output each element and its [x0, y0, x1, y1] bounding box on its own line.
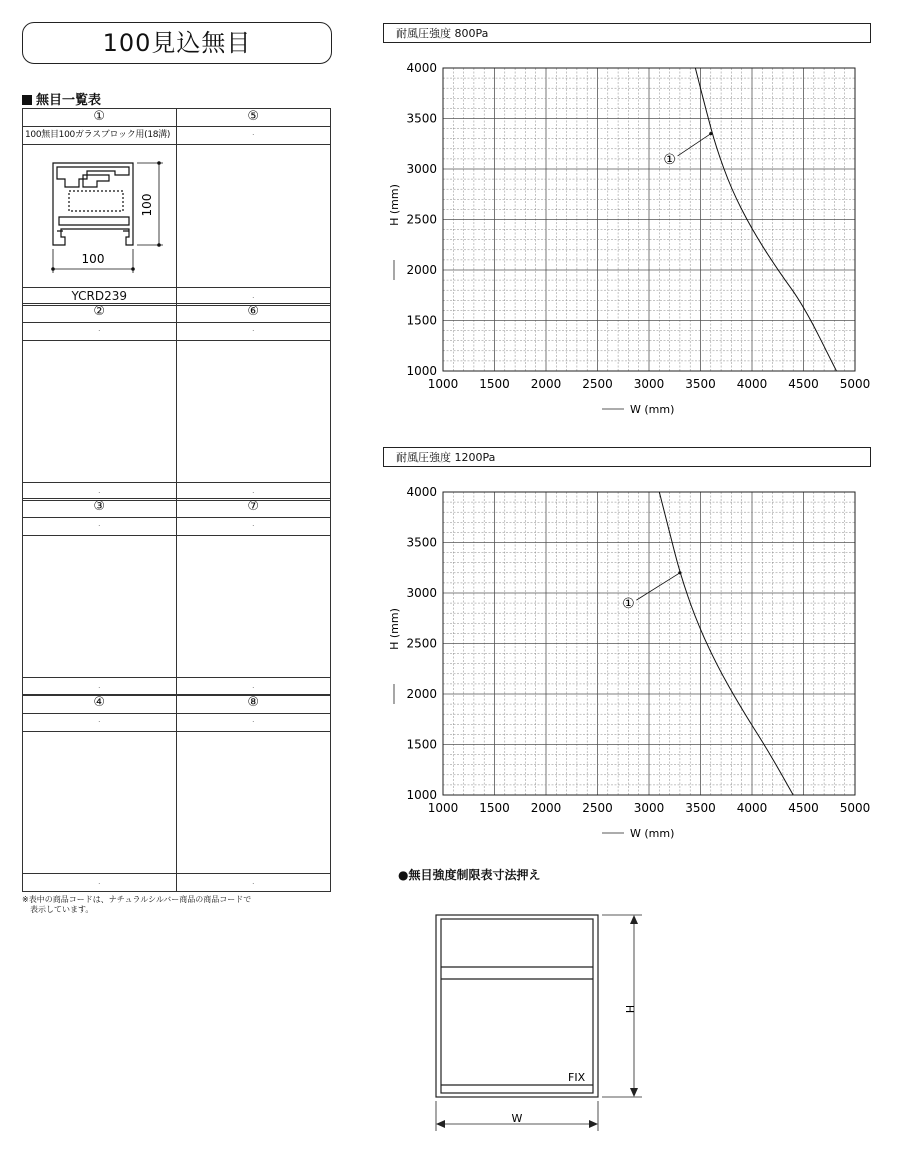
empty-code-7: · — [252, 684, 255, 692]
y-tick-label: 4000 — [406, 61, 437, 75]
empty-drawing-6 — [177, 341, 331, 482]
x-tick-label: 2000 — [530, 801, 562, 815]
fixture-outer-frame — [436, 915, 598, 1097]
mullion-name-1: 100無目100ガラスブロック用(18溝) — [23, 127, 177, 144]
mullion-table-block-4 — [22, 694, 331, 892]
x-tick-label: 3500 — [685, 801, 716, 815]
x-tick-label: 4000 — [736, 377, 768, 391]
x-tick-label: 4500 — [788, 377, 819, 391]
empty-name-6: · — [252, 327, 255, 335]
mullion-number-2: ② — [23, 304, 177, 322]
annotation-leader-line — [678, 134, 711, 156]
x-tick-label: 3500 — [685, 377, 716, 391]
fixture-inner-frame — [441, 919, 593, 1093]
mullion-number-3: ③ — [23, 499, 177, 517]
mullion-number-4: ④ — [23, 695, 177, 713]
empty-name-2: · — [98, 327, 101, 335]
mullion-number-6: ⑥ — [247, 304, 260, 319]
x-tick-label: 3000 — [633, 377, 665, 391]
empty-name-5: · — [252, 131, 255, 139]
footnote-line-2: 表示しています。 — [30, 905, 94, 914]
empty-name-7: · — [252, 522, 255, 530]
y-axis-label: H (mm) — [388, 608, 401, 650]
mullion-table-block-2 — [22, 303, 331, 501]
width-arrow-right-icon — [589, 1120, 598, 1128]
empty-code-5: · — [252, 294, 255, 302]
x-axis-label: W (mm) — [630, 403, 675, 416]
mullion-table-block-1 — [22, 108, 331, 306]
width-arrow-left-icon — [436, 1120, 445, 1128]
annotation-label: ① — [622, 596, 635, 613]
x-tick-label: 1500 — [479, 377, 510, 391]
height-arrow-bottom-icon — [630, 1088, 638, 1097]
y-tick-label: 3500 — [406, 535, 437, 550]
height-arrow-top-icon — [630, 915, 638, 924]
annotation-target-dot — [709, 132, 712, 135]
mullion-number-1: ① — [23, 109, 177, 126]
x-tick-label: 2500 — [582, 377, 613, 391]
empty-name-8: · — [252, 718, 255, 726]
mullion-code-1: YCRD239 — [23, 288, 177, 305]
y-tick-label: 3500 — [406, 111, 437, 126]
y-tick-label: 3000 — [406, 586, 437, 600]
y-tick-label: 4000 — [406, 485, 437, 499]
y-tick-label: 1500 — [406, 313, 437, 328]
x-tick-label: 5000 — [839, 801, 871, 815]
mullion-profile-drawing — [23, 145, 177, 287]
x-axis-label: W (mm) — [630, 827, 675, 840]
annotation-label: ① — [663, 151, 676, 168]
mullion-number-7: ⑦ — [247, 499, 260, 514]
empty-drawing-4 — [23, 732, 177, 873]
bullet-icon: ● — [398, 868, 409, 882]
square-bullet-icon — [22, 95, 32, 105]
wind-pressure-chart-800pa — [380, 55, 880, 425]
mullion-number-8: ⑧ — [247, 695, 260, 710]
fix-label: FIX — [568, 1071, 586, 1084]
footnote — [22, 895, 251, 915]
empty-code-6: · — [252, 489, 255, 497]
y-tick-label: 1000 — [406, 364, 437, 378]
mullion-table-block-3 — [22, 498, 331, 696]
x-tick-label: 1000 — [427, 801, 459, 815]
y-tick-label: 1000 — [406, 788, 437, 802]
x-tick-label: 2500 — [582, 801, 613, 815]
x-tick-label: 4000 — [736, 801, 768, 815]
mullion-number-5: ⑤ — [247, 109, 260, 124]
x-tick-label: 3000 — [633, 801, 665, 815]
annotation-target-dot — [678, 571, 681, 574]
empty-code-4: · — [98, 880, 101, 888]
y-tick-label: 2500 — [406, 212, 437, 227]
list-heading — [22, 89, 101, 108]
profile-width-label: 100 — [81, 252, 105, 266]
empty-drawing-7 — [177, 536, 331, 677]
annotation-leader-line — [636, 573, 680, 600]
height-label: H — [623, 1004, 636, 1014]
profile-height-label: 100 — [140, 193, 154, 217]
empty-drawing-5 — [177, 145, 331, 287]
wind-pressure-chart-1200pa — [380, 479, 880, 849]
chart-title-800pa: 耐風圧強度 800Pa — [383, 23, 871, 43]
y-tick-label: 2500 — [406, 636, 437, 651]
x-tick-label: 5000 — [839, 377, 871, 391]
empty-code-2: · — [98, 489, 101, 497]
y-tick-label: 2000 — [406, 687, 437, 701]
page-title: 100見込無目 — [22, 22, 332, 64]
fixture-heading — [398, 866, 541, 883]
empty-drawing-2 — [23, 341, 177, 482]
x-tick-label: 1000 — [427, 377, 459, 391]
empty-name-4: · — [98, 718, 101, 726]
y-axis-label: H (mm) — [388, 184, 401, 226]
list-heading-label: 無目一覧表 — [36, 93, 102, 108]
empty-drawing-3 — [23, 536, 177, 677]
y-tick-label: 2000 — [406, 263, 437, 277]
x-tick-label: 4500 — [788, 801, 819, 815]
y-tick-label: 1500 — [406, 737, 437, 752]
x-tick-label: 2000 — [530, 377, 562, 391]
fixture-diagram — [420, 905, 660, 1135]
width-label: W — [511, 1112, 523, 1125]
empty-code-3: · — [98, 684, 101, 692]
empty-drawing-8 — [177, 732, 331, 873]
chart-title-1200pa: 耐風圧強度 1200Pa — [383, 447, 871, 467]
y-tick-label: 3000 — [406, 162, 437, 176]
x-tick-label: 1500 — [479, 801, 510, 815]
empty-code-8: · — [252, 880, 255, 888]
fixture-heading-label: 無目強度制限表寸法押え — [408, 868, 541, 882]
footnote-line-1: ※表中の商品コードは、ナチュラルシルバー商品の商品コードで — [22, 895, 252, 904]
empty-name-3: · — [98, 522, 101, 530]
